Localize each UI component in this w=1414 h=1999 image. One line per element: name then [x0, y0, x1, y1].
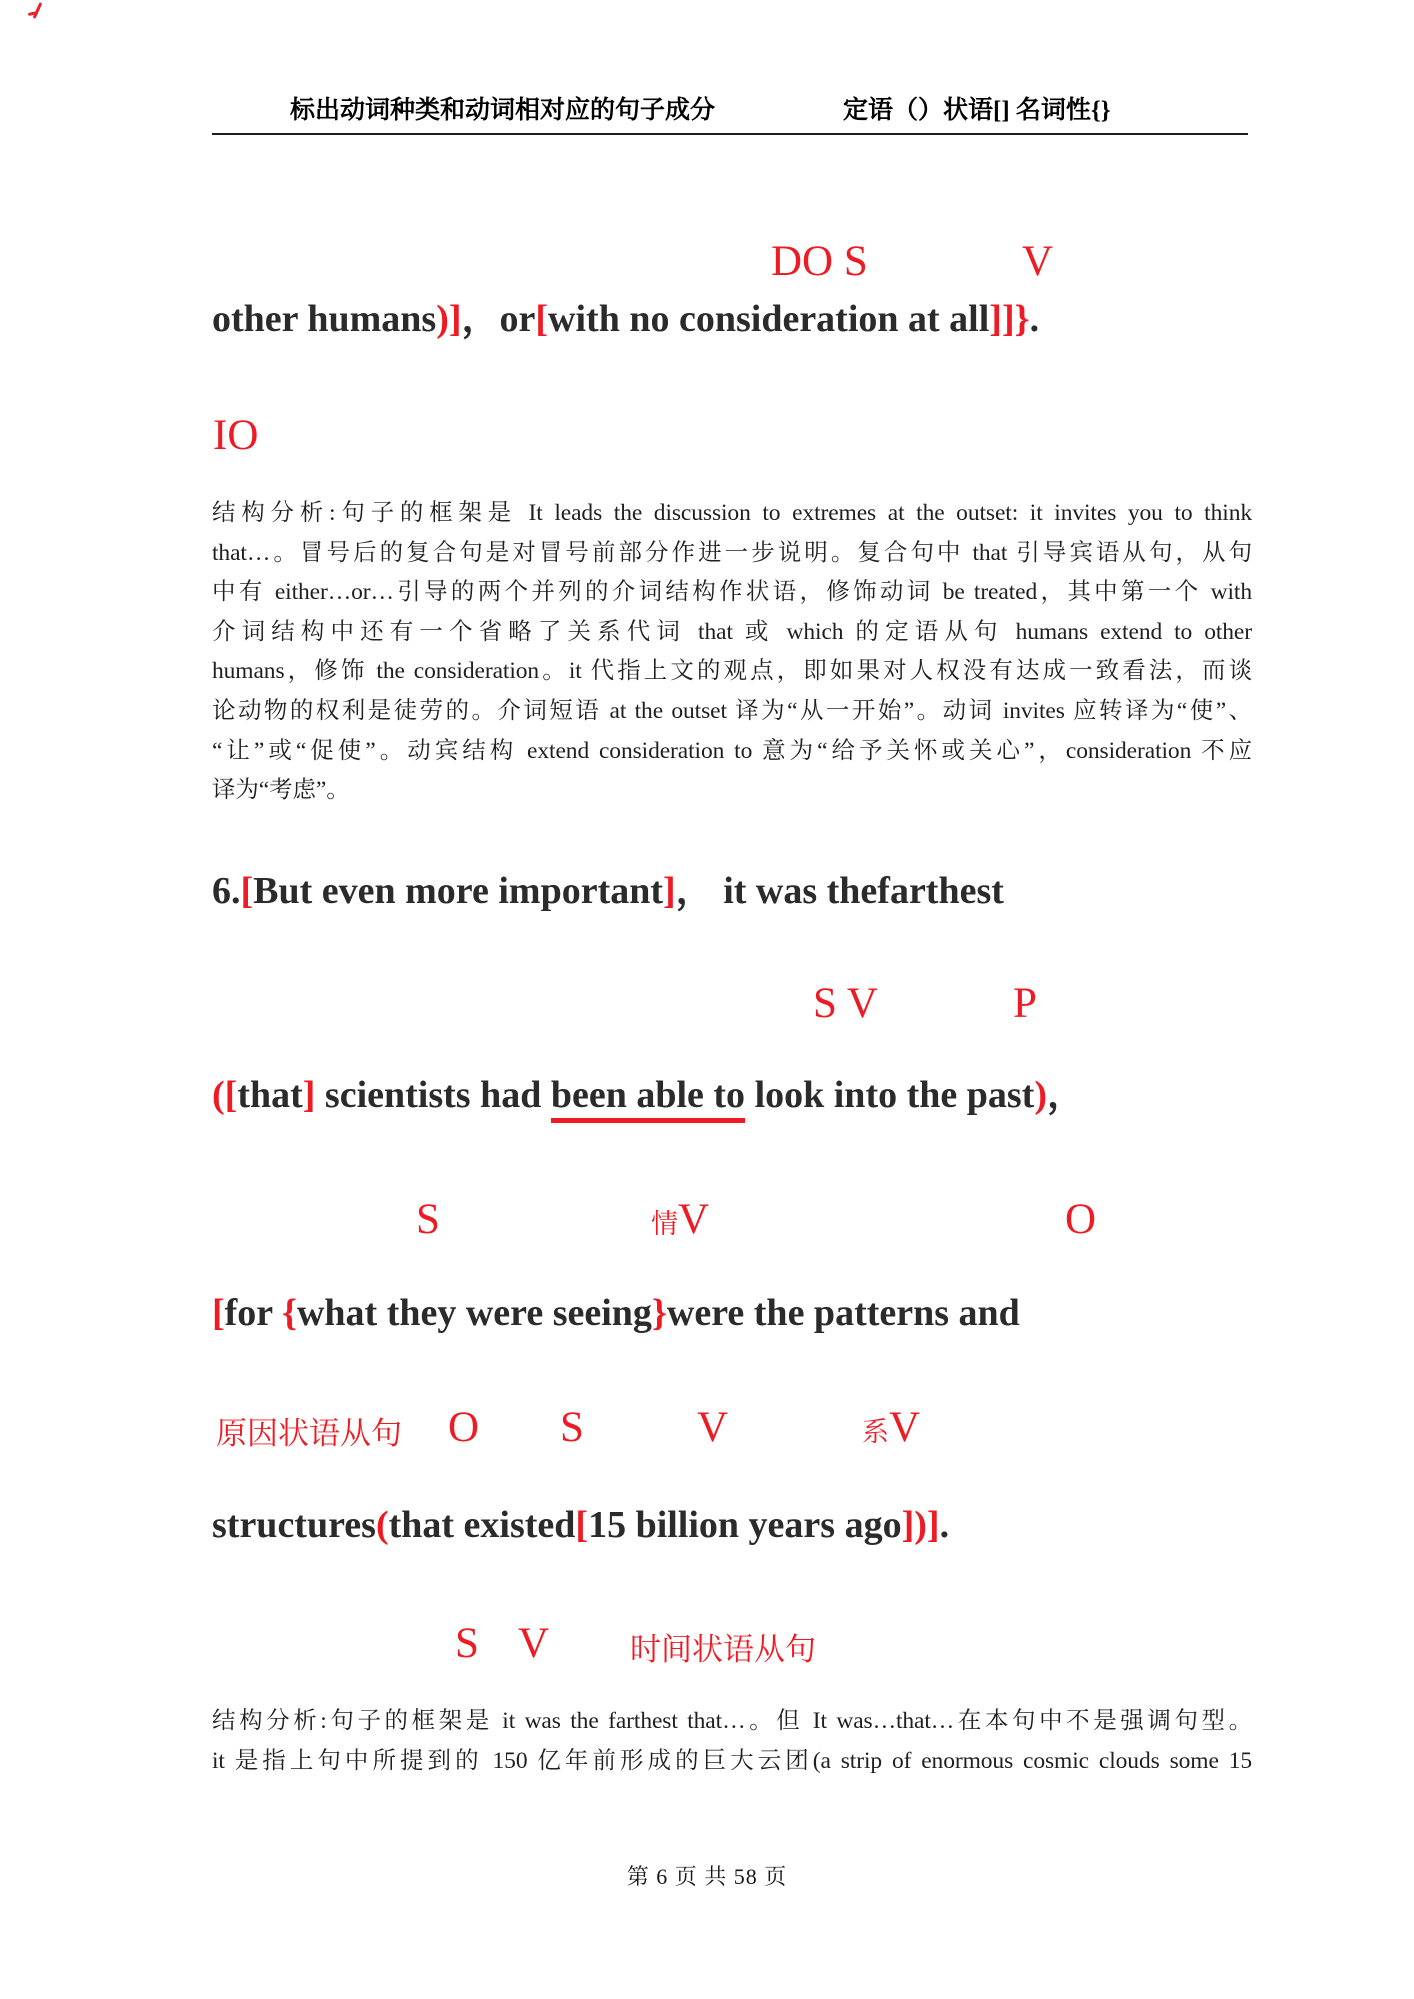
- sentence-text: that: [237, 1074, 303, 1116]
- annotation-linking-v: [862, 1404, 920, 1451]
- sentence-text: for: [224, 1292, 282, 1334]
- sentence-text: 15 billion years ago: [588, 1504, 902, 1546]
- sentence-text: scientists had: [315, 1074, 551, 1116]
- linking-v-letter: V: [889, 1404, 921, 1451]
- annotation-s-2: S: [416, 1196, 440, 1243]
- sentence-text: ，: [1047, 1074, 1086, 1116]
- sentence-text: or: [499, 298, 536, 340]
- sentence-text: other humans: [212, 298, 437, 340]
- stray-red-mark: [33, 2, 43, 19]
- sentence-line-1: [212, 296, 1039, 344]
- sentence-line-2: [212, 1072, 1085, 1120]
- annotation-v-1: V: [1022, 238, 1054, 285]
- sentence-text: look into the past: [745, 1074, 1035, 1116]
- analysis-paragraph-2: [212, 1702, 1252, 1781]
- paragraph-line: humans，修饰 the consideration。it 代指上文的观点，即如果对人权没有达成一致看法，而谈: [212, 658, 1252, 685]
- annotation-do-s: DO S: [771, 238, 868, 285]
- bracket-marker: ]: [302, 1074, 316, 1116]
- sentence-text: 6.: [212, 870, 241, 912]
- annotation-s-3: S: [560, 1404, 584, 1451]
- bracket-marker: ])]: [901, 1504, 940, 1546]
- bracket-marker: [: [240, 870, 254, 912]
- sentence-text: what they were seeing: [296, 1292, 652, 1334]
- header-right-legend: 定语（）状语[] 名词性{}: [843, 97, 1111, 124]
- header-left-title: 标出动词种类和动词相对应的句子成分: [290, 97, 716, 124]
- annotation-s-4: S: [455, 1620, 479, 1667]
- sentence-line-3: [212, 1290, 1020, 1338]
- sentence-line-4: [212, 1502, 949, 1550]
- bracket-marker: [: [535, 298, 549, 340]
- sentence-text: with no consideration at all: [548, 298, 990, 340]
- bracket-marker: [: [224, 1074, 238, 1116]
- sentence-text: .: [1029, 298, 1040, 340]
- annotation-time-clause: 时间状语从句: [630, 1632, 816, 1667]
- sentence-text: ，: [675, 870, 724, 912]
- paragraph-line: it 是指上句中所提到的 150 亿年前形成的巨大云团(a strip of enormous cosmic clouds some 15: [212, 1747, 1252, 1774]
- annotation-v-4: V: [518, 1620, 550, 1667]
- annotation-v-3: V: [697, 1404, 729, 1451]
- linking-label: 系: [862, 1417, 889, 1447]
- sentence-text: were the patterns and: [666, 1292, 1020, 1334]
- paragraph-line: “让”或“促使”。动宾结构 extend consideration to 意为“给予关怀或关心”，consideration 不应: [212, 737, 1252, 764]
- bracket-marker: [: [575, 1504, 589, 1546]
- bracket-marker: [: [212, 1292, 225, 1334]
- page-footer: 第 6 页 共 58 页: [626, 1864, 788, 1889]
- modal-label: 情: [651, 1209, 678, 1239]
- bracket-marker: {: [282, 1292, 297, 1334]
- paragraph-line: 译为“考虑”。: [212, 777, 350, 804]
- bracket-marker: ]]}: [989, 298, 1030, 340]
- paragraph-line: 论动物的权利是徒劳的。介词短语 at the outset 译为“从一开始”。动词 invites 应转译为“使”、: [212, 697, 1252, 724]
- header-rule: [212, 133, 1248, 135]
- section-6-heading: [212, 868, 1004, 916]
- bracket-marker: )]: [436, 298, 462, 340]
- bracket-marker: ]: [663, 870, 676, 912]
- paragraph-line: 介词结构中还有一个省略了关系代词 that 或 which 的定语从句 humans extend to other: [212, 618, 1252, 645]
- paragraph-line: 结构分析:句子的框架是 It leads the discussion to extremes at the outset: it invites you to think: [212, 500, 1252, 526]
- annotation-o-2: O: [1065, 1196, 1097, 1243]
- sentence-text: that existed: [388, 1504, 576, 1546]
- annotation-modal-v: [651, 1196, 709, 1243]
- sentence-text: ，: [461, 298, 500, 340]
- annotation-cause-clause: 原因状语从句: [216, 1416, 402, 1451]
- annotation-io: IO: [213, 412, 259, 459]
- bracket-marker: (: [212, 1074, 225, 1116]
- modal-v-letter: V: [678, 1196, 710, 1243]
- analysis-paragraph-1: [212, 494, 1252, 811]
- sentence-text: structures: [212, 1504, 376, 1546]
- sentence-text: But even more important: [253, 870, 664, 912]
- bracket-marker: }: [651, 1292, 667, 1334]
- paragraph-line: 结构分析:句子的框架是 it was the farthest that…。但 It was…that…在本句中不是强调句型。: [212, 1708, 1252, 1734]
- sentence-text: .: [939, 1504, 950, 1546]
- annotation-p: P: [1013, 980, 1037, 1027]
- paragraph-line: that…。冒号后的复合句是对冒号前部分作进一步说明。复合句中 that 引导宾语从句，从句: [212, 539, 1252, 566]
- bracket-marker: (: [375, 1504, 389, 1546]
- bracket-marker: ): [1034, 1074, 1047, 1116]
- annotation-s-v: S V: [813, 980, 878, 1027]
- paragraph-line: 中有 either…or…引导的两个并列的介词结构作状语，修饰动词 be treated，其中第一个 with: [212, 579, 1252, 606]
- sentence-text: it was thefarthest: [723, 870, 1004, 912]
- sentence-text: been able to: [551, 1074, 745, 1123]
- annotation-o-3: O: [448, 1404, 480, 1451]
